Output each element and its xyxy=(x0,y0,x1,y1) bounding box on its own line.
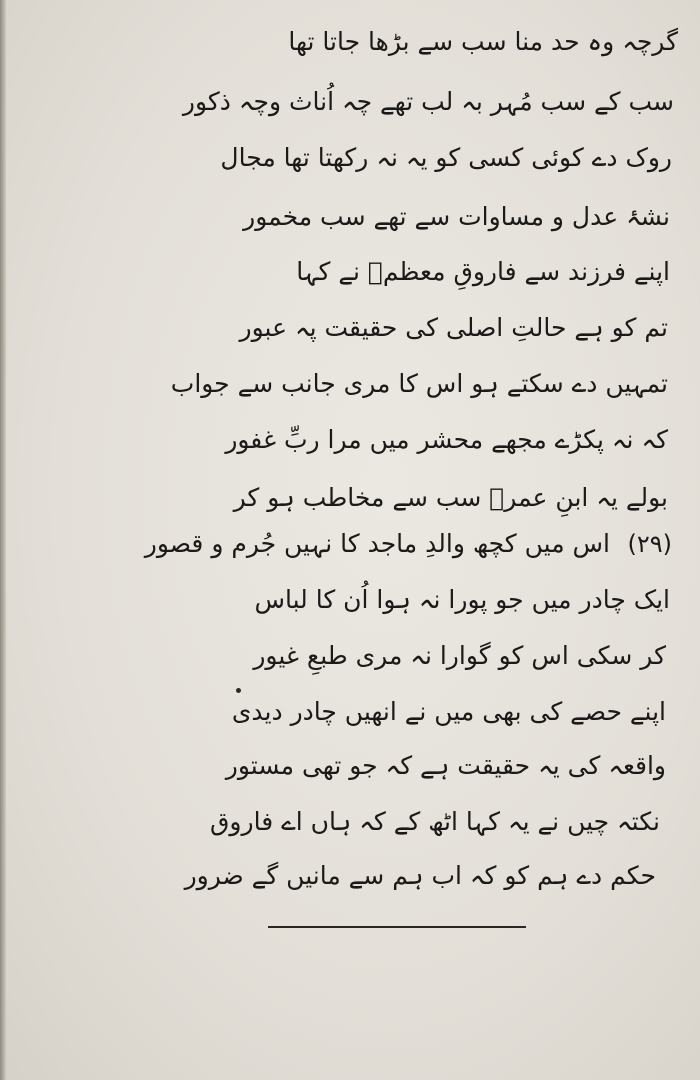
poem-line: اپنے فرزند سے فاروقِ معظمؓ نے کہا xyxy=(296,257,670,286)
poem-line: ایک چادر میں جو پورا نہ ہوا اُن کا لباس xyxy=(254,585,670,614)
poem-line: حکم دے ہم کو کہ اب ہم سے مانیں گے ضرور xyxy=(184,861,656,890)
verse-number: (۲۹) xyxy=(627,530,672,558)
poem-line: کہ نہ پکڑے مجھے محشر میں مرا ربِّ غفور xyxy=(225,425,668,454)
section-divider xyxy=(268,926,526,928)
poem-line: اس میں کچھ والدِ ماجد کا نہیں جُرم و قصور xyxy=(144,529,610,558)
poem-line: نکتہ چیں نے یہ کہا اٹھ کے کہ ہاں اے فاروق xyxy=(210,807,660,836)
poem-line: کر سکی اس کو گوارا نہ مری طبعِ غیور xyxy=(253,641,666,670)
poem-line: تمہیں دے سکتے ہو اس کا مری جانب سے جواب xyxy=(170,369,668,398)
poem-line: اپنے حصے کی بھی میں نے انھیں چادر دیدی xyxy=(231,697,666,726)
ink-speck xyxy=(236,688,241,693)
poem-line: روک دے کوئی کسی کو یہ نہ رکھتا تھا مجال xyxy=(220,143,672,172)
poem-line: واقعہ کی یہ حقیقت ہے کہ جو تھی مستور xyxy=(225,751,666,780)
poem-line: بولے یہ ابنِ عمرؓ سب سے مخاطب ہو کر xyxy=(233,483,668,512)
poem-line: سب کے سب مُہر بہ لب تھے چہ اُناث وچہ ذکور xyxy=(182,87,674,116)
poem-line: گرچہ وہ حد منا سب سے بڑھا جاتا تھا xyxy=(288,27,678,56)
poem-line: تم کو ہے حالتِ اصلی کی حقیقت پہ عبور xyxy=(239,313,668,342)
poem-line: نشۂ عدل و مساوات سے تھے سب مخمور xyxy=(243,202,670,231)
